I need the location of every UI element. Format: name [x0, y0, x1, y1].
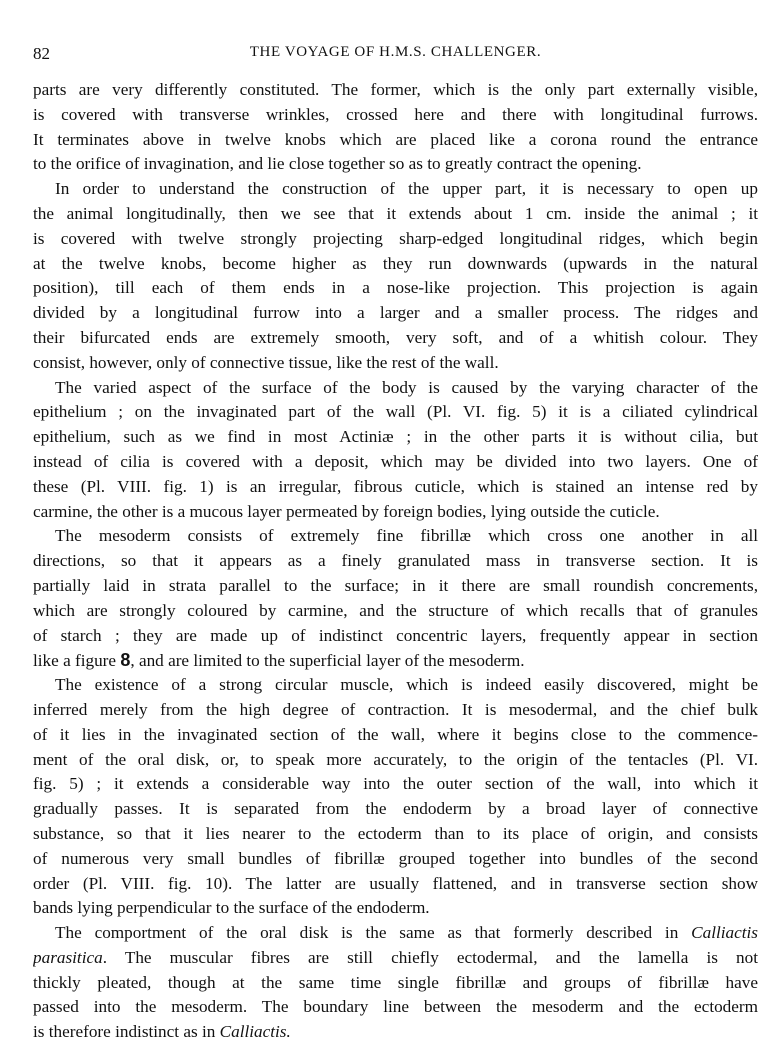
text-line: ment of the oral disk, or, to speak more accurately, to the origin of the tentacles (Pl. VI.	[33, 749, 758, 769]
page-header	[33, 44, 758, 68]
text-segment: is therefore indistinct as in	[33, 1022, 220, 1042]
text-segment: . The muscular fibres are still chiefly ectodermal, and the lamella is not	[102, 947, 758, 967]
text-line: of it lies in the invaginated section of the wall, where it begins close to the commence-	[33, 724, 758, 744]
text-line: of numerous very small bundles of fibrillæ grouped together into bundles of the second	[33, 848, 758, 868]
text-line: directions, so that it appears as a finely granulated mass in transverse section. It is	[33, 551, 758, 571]
italic-text: Calliactis.	[219, 1022, 291, 1042]
text-line: substance, so that it lies nearer to the ectoderm than to its place of origin, and consists	[33, 823, 758, 843]
text-segment: The comportment of the oral disk is the same as that formerly described in	[55, 923, 692, 943]
text-line	[33, 648, 758, 673]
paragraph	[33, 376, 758, 525]
text-segment: , and are limited to the superficial layer of the mesoderm.	[130, 651, 525, 671]
paragraph	[33, 177, 758, 375]
text-line	[33, 1020, 758, 1045]
text-line: The existence of a strong circular muscle, which is indeed easily discovered, might be	[55, 675, 758, 695]
text-line: The varied aspect of the surface of the body is caused by the varying character of the	[55, 377, 758, 397]
body-text	[33, 78, 758, 1045]
text-line: partially laid in strata parallel to the surface; in it there are small roundish concrements,	[33, 575, 758, 595]
text-line: epithelium ; on the invaginated part of the wall (Pl. VI. fig. 5) it is a ciliated cylindrical	[33, 402, 758, 422]
text-line: bands lying perpendicular to the surface of the endoderm.	[33, 898, 430, 918]
text-line: order (Pl. VIII. fig. 10). The latter are usually flattened, and in transverse section show	[33, 873, 758, 893]
text-line: parts are very differently constituted. The former, which is the only part externally visible,	[33, 80, 758, 99]
paragraph	[33, 524, 758, 673]
paragraph	[33, 673, 758, 921]
text-line: to the orifice of invagination, and lie close together so as to greatly contract the opening.	[33, 154, 642, 174]
text-line	[33, 921, 758, 946]
paragraph	[33, 78, 758, 177]
text-line: is covered with transverse wrinkles, crossed here and there with longitudinal furrows.	[33, 104, 758, 124]
text-line: carmine, the other is a mucous layer permeated by foreign bodies, lying outside the cuticle.	[33, 501, 660, 521]
italic-text: Calliactis	[691, 923, 758, 943]
text-line: passed into the mesoderm. The boundary line between the mesoderm and the ectoderm	[33, 997, 758, 1017]
text-line: the animal longitudinally, then we see that it extends about 1 cm. inside the animal ; it	[33, 203, 758, 223]
text-line: instead of cilia is covered with a deposit, which may be divided into two layers. One of	[33, 451, 758, 471]
text-line: position), till each of them ends in a nose-like projection. This projection is again	[33, 278, 758, 298]
text-line: In order to understand the construction of the upper part, it is necessary to open up	[55, 179, 758, 199]
text-line: gradually passes. It is separated from the endoderm by a broad layer of connective	[33, 799, 758, 819]
text-line: of starch ; they are made up of indistinct concentric layers, frequently appear in section	[33, 625, 758, 645]
text-line: thickly pleated, though at the same time single fibrillæ and groups of fibrillæ have	[33, 972, 758, 992]
paragraph	[33, 921, 758, 1045]
text-line: inferred merely from the high degree of contraction. It is mesodermal, and the chief bulk	[33, 699, 758, 719]
text-line: which are strongly coloured by carmine, and the structure of which recalls that of granules	[33, 600, 758, 620]
text-segment: like a figure	[33, 651, 121, 671]
text-line: fig. 5) ; it extends a considerable way into the outer section of the wall, into which it	[33, 774, 758, 794]
italic-text: parasitica	[33, 947, 103, 967]
text-line: is covered with twelve strongly projecting sharp-edged longitudinal ridges, which begin	[33, 228, 758, 248]
text-line: divided by a longitudinal furrow into a larger and a smaller process. The ridges and	[33, 303, 758, 323]
page-number: 82	[33, 44, 50, 63]
text-line: their bifurcated ends are extremely smooth, very soft, and of a whitish colour. They	[33, 327, 758, 347]
text-line: It terminates above in twelve knobs which are placed like a corona round the entrance	[33, 129, 758, 149]
text-line	[33, 946, 758, 971]
text-line: these (Pl. VIII. fig. 1) is an irregular, fibrous cuticle, which is stained an intense red by	[33, 476, 758, 496]
text-line: epithelium, such as we find in most Actiniæ ; in the other parts it is without cilia, but	[33, 427, 758, 447]
text-line: consist, however, only of connective tissue, like the rest of the wall.	[33, 352, 499, 372]
text-line: at the twelve knobs, become higher as they run downwards (upwards in the natural	[33, 253, 758, 273]
text-line: The mesoderm consists of extremely fine fibrillæ which cross one another in all	[55, 526, 758, 546]
figure-eight: 8	[120, 650, 131, 671]
running-title: THE VOYAGE OF H.M.S. CHALLENGER.	[249, 44, 542, 60]
